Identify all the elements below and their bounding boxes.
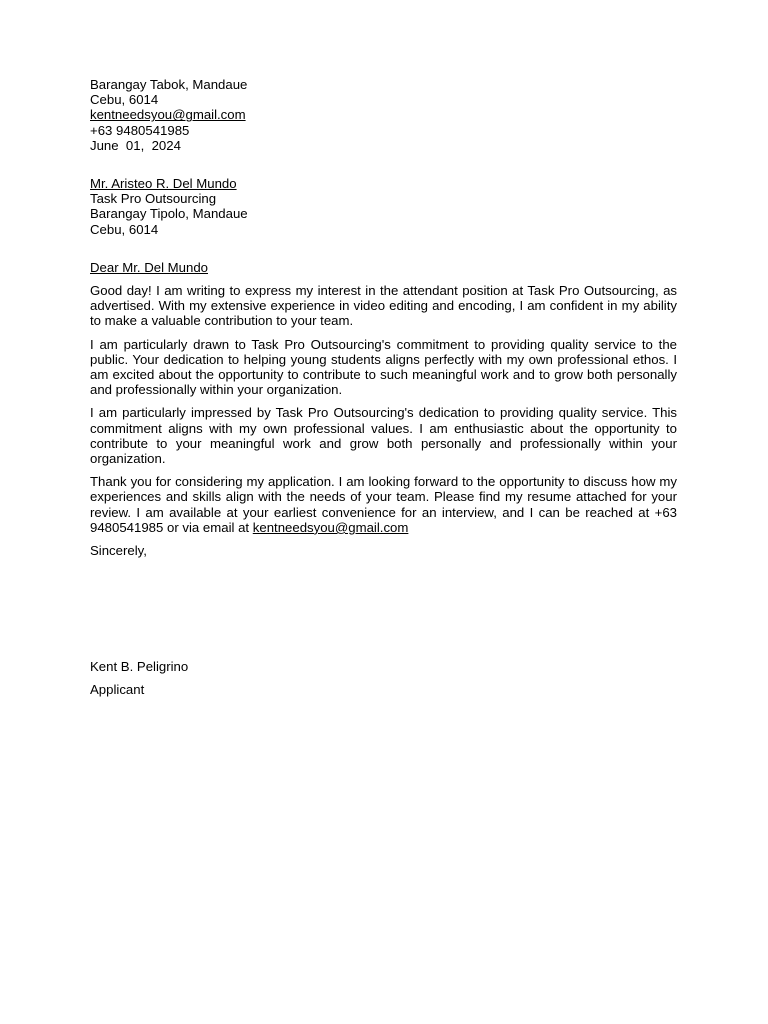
letter-page <box>90 77 677 698</box>
recipient-address-line2: Cebu, 6014 <box>90 221 159 237</box>
signature-name: Kent B. Peligrino <box>90 659 189 675</box>
body-paragraph-1: Good day! I am writing to express my interest in the attendant position at Task Pro Outsourcing, as advertised. With my extensive experience in video editing and encoding, I am confident in my ability to make a valuable contribution to your team. <box>90 283 677 329</box>
recipient-name: Mr. Aristeo R. Del Mundo <box>90 176 237 192</box>
sender-phone: +63 9480541985 <box>90 122 190 138</box>
salutation: Dear Mr. Del Mundo <box>90 259 208 275</box>
body-paragraph-4-text: Thank you for considering my application. I am looking forward to the opportunity to discuss how my experiences and skills align with the needs of your team. Please find my resume attached for your review. I am available at your earliest convenience for an interview, and I can be reached at +63 9480541985 or via email at <box>90 474 677 535</box>
letter-date: June 01, 2024 <box>90 137 181 153</box>
recipient-address-line1: Barangay Tipolo, Mandaue <box>90 206 248 222</box>
recipient-name-line <box>90 176 677 191</box>
body-paragraph-3: I am particularly impressed by Task Pro Outsourcing's dedication to providing quality service. This commitment aligns with my own professional values. I am enthusiastic about the opportunity to contribute to your meaningful work and grow both personally and professionally within your organization. <box>90 405 677 467</box>
salutation-line <box>90 260 677 275</box>
signature-title: Applicant <box>90 682 145 698</box>
recipient-block <box>90 176 677 237</box>
body-paragraph-4 <box>90 474 677 535</box>
sender-address-line2: Cebu, 6014 <box>90 92 159 108</box>
body-email-link[interactable]: kentneedsyou@gmail.com <box>252 519 409 535</box>
sender-address-line1: Barangay Tabok, Mandaue <box>90 77 248 92</box>
body-paragraph-2: I am particularly drawn to Task Pro Outsourcing's commitment to providing quality service to the public. Your dedication to helping young students aligns perfectly with my own professional ethos. I am excited about the opportunity to contribute to such meaningful work and to grow both personally and professionally within your organization. <box>90 336 677 398</box>
sender-email-line <box>90 107 677 122</box>
closing: Sincerely, <box>90 543 147 559</box>
sender-block <box>90 77 677 153</box>
sender-email-link[interactable]: kentneedsyou@gmail.com <box>90 107 246 123</box>
recipient-company: Task Pro Outsourcing <box>90 191 217 207</box>
